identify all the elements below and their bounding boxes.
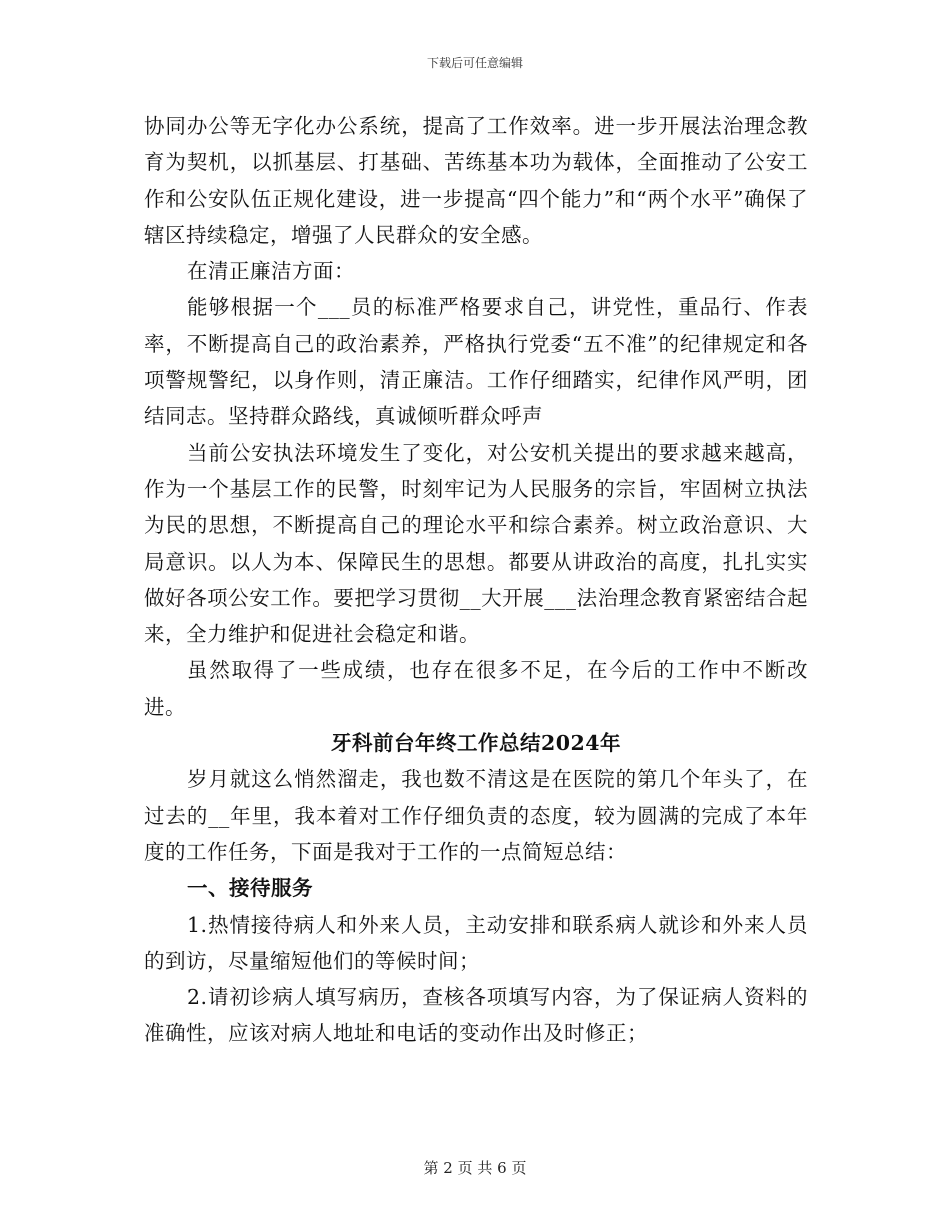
list-item: 1.热情接待病人和外来人员，主动安排和联系病人就诊和外来人员的到访，尽量缩短他们的等候时间； xyxy=(144,912,808,973)
paragraph: 在清正廉洁方面： xyxy=(187,259,355,284)
paragraph: 协同办公等无字化办公系统，提高了工作效率。进一步开展法治理念教育为契机，以抓基层、打基础、苦练基本功为载体，全面推动了公安工作和公安队伍正规化建设，进一步提高“四个能力”和“两个水平”确保了辖区持续稳定，增强了人民群众的安全感。 xyxy=(144,114,808,247)
list-item: 2.请初诊病人填写病历，查核各项填写内容，为了保证病人资料的准确性，应该对病人地址和电话的变动作出及时修正； xyxy=(144,985,808,1046)
section-heading: 一、接待服务 xyxy=(187,876,313,901)
section-title: 牙科前台年终工作总结2024年 xyxy=(330,731,622,756)
paragraph: 能够根据一个___员的标准严格要求自己，讲党性，重品行、作表率，不断提高自己的政治素养，严格执行党委“五不准”的纪律规定和各项警规警纪，以身作则，清正廉洁。工作仔细踏实，纪律作风严明，团结同志。坚持群众路线，真诚倾听群众呼声 xyxy=(144,295,808,429)
paragraph: 当前公安执法环境发生了变化，对公安机关提出的要求越来越高，作为一个基层工作的民警，时刻牢记为人民服务的宗旨，牢固树立执法为民的思想，不断提高自己的理论水平和综合素养。树立政治意识、大局意识。以人为本、保障民生的思想。都要从讲政治的高度，扎扎实实做好各项公安工作。要把学习贯彻__大开展___法治理念教育紧密结合起来，全力维护和促进社会稳定和谐。 xyxy=(144,440,808,647)
paragraph: 岁月就这么悄然溜走，我也数不清这是在医院的第几个年头了，在过去的__年里，我本着对工作仔细负责的态度，较为圆满的完成了本年度的工作任务，下面是我对于工作的一点简短总结： xyxy=(144,767,808,864)
page-footer: 第 2 页 共 6 页 xyxy=(423,1159,527,1177)
paragraph: 虽然取得了一些成绩，也存在很多不足，在今后的工作中不断改进。 xyxy=(144,658,808,719)
page-header: 下载后可任意编辑 xyxy=(426,56,523,70)
document-body xyxy=(144,108,808,1052)
